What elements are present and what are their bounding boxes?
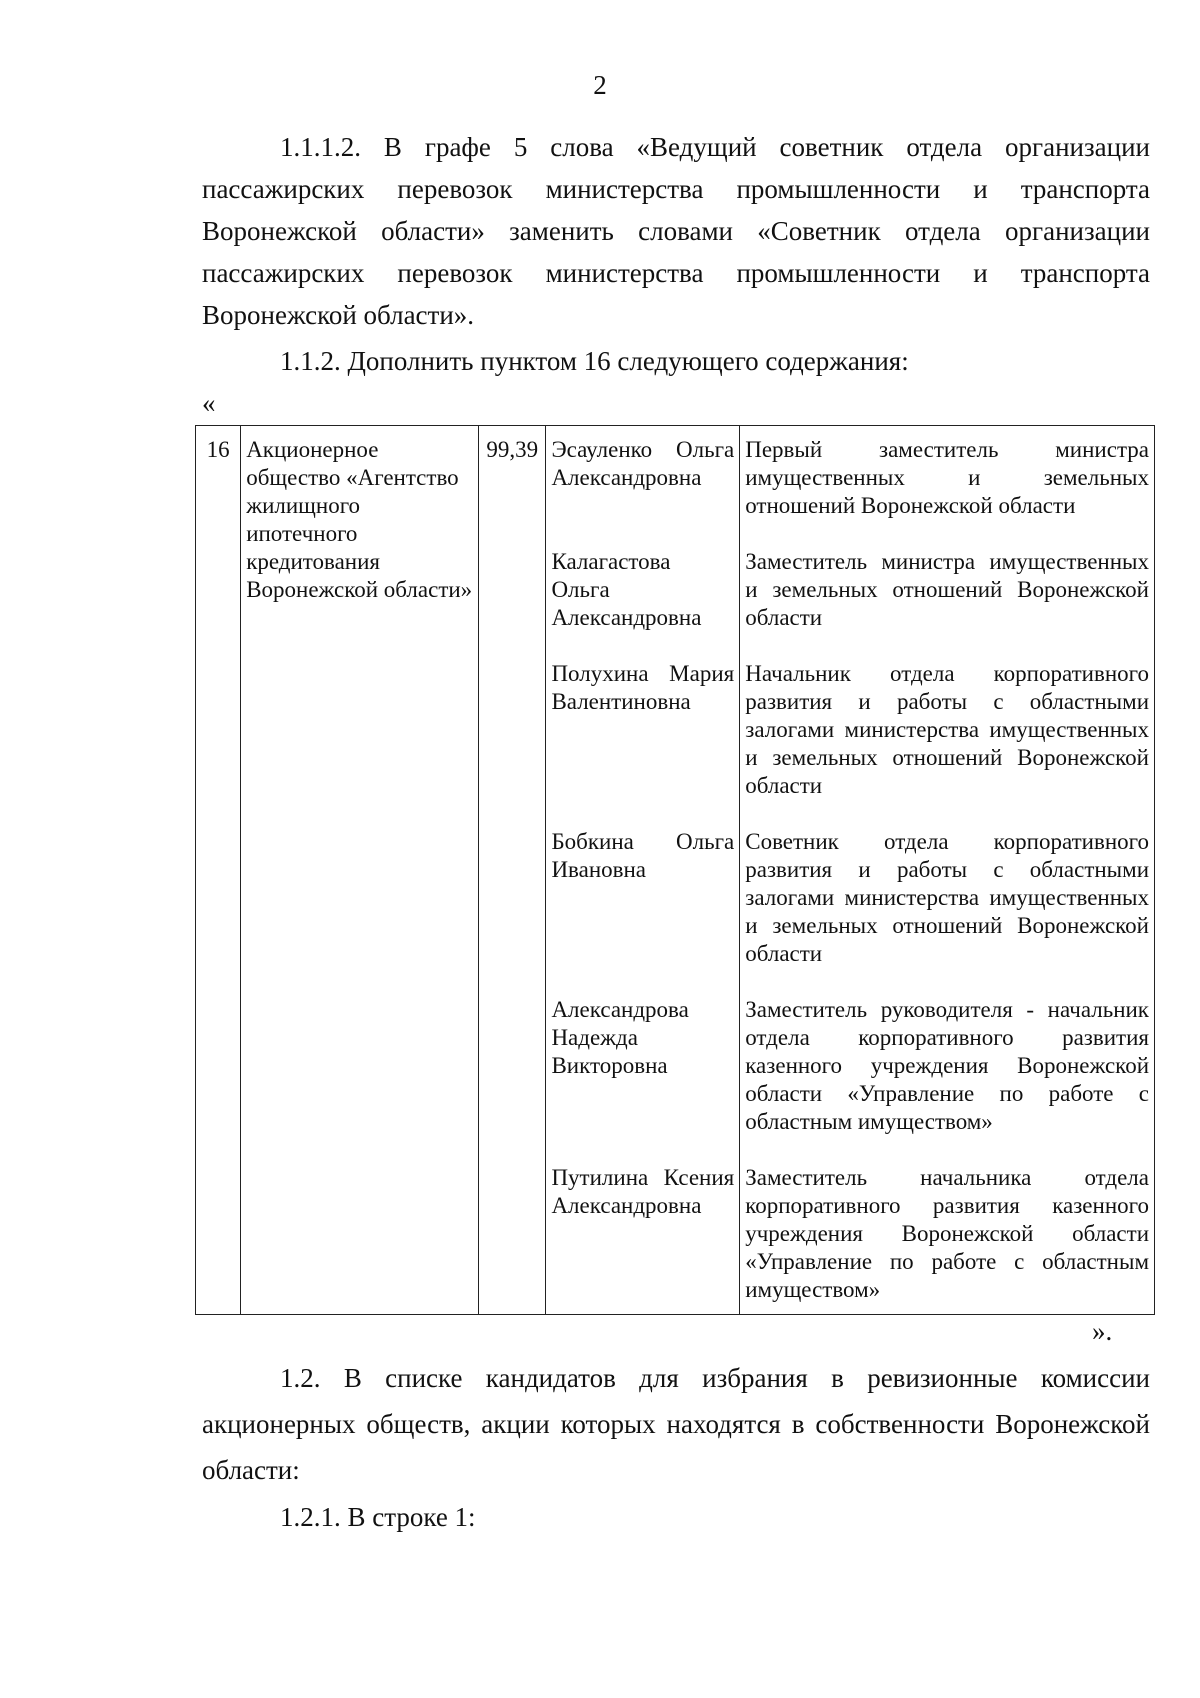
member-position: Заместитель начальника отдела корпоративного развития казенного учреждения Воронежской области «Управление по работе с областным имуществом» xyxy=(745,1165,1149,1302)
members-positions-cell xyxy=(740,426,1155,1315)
paragraph-1-1-1-2: 1.1.1.2. В графе 5 слова «Ведущий советник отдела организации пассажирских перевозок министерства промышленности и транспорта Воронежской области» заменить словами «Советник отдела организации пассажирских перевозок министерства промышленности и транспорта Воронежской области». xyxy=(202,132,1150,330)
paragraph-1-2: 1.2. В списке кандидатов для избрания в ревизионные комиссии акционерных обществ, акции которых находятся в собственности Воронежской области: xyxy=(202,1363,1150,1485)
share-percent: 99,39 xyxy=(479,426,546,1315)
member-name: Александрова Надежда Викторовна xyxy=(551,997,689,1078)
paragraph-1-1-2: 1.1.2. Дополнить пунктом 16 следующего содержания: xyxy=(280,346,909,376)
opening-quote: « xyxy=(202,388,216,418)
candidates-table xyxy=(195,425,1155,1315)
member-position: Заместитель министра имущественных и земельных отношений Воронежской области xyxy=(745,549,1149,630)
organization-name: Акционерное общество «Агентство жилищного ипотечного кредитования Воронежской области» xyxy=(241,426,479,1315)
member-position: Советник отдела корпоративного развития и работы с областными залогами министерства имущественных и земельных отношений Воронежской области xyxy=(745,829,1149,966)
member-name: Бобкина Ольга Ивановна xyxy=(551,829,735,882)
closing-quote: ». xyxy=(1092,1316,1113,1346)
row-number: 16 xyxy=(196,426,241,1315)
member-position: Заместитель руководителя - начальник отдела корпоративного развития казенного учреждения Воронежской области «Управление по работе с областным имуществом» xyxy=(745,997,1149,1134)
member-name: Полухина Мария Валентиновна xyxy=(551,661,735,714)
member-name: Путилина Ксения Александровна xyxy=(551,1165,735,1218)
page-number: 2 xyxy=(593,70,607,100)
members-names-cell xyxy=(546,426,740,1315)
member-name: Калагастова Ольга Александровна xyxy=(551,549,702,630)
table-row xyxy=(196,426,1155,1315)
paragraph-1-2-1: 1.2.1. В строке 1: xyxy=(280,1502,476,1532)
member-position: Начальник отдела корпоративного развития и работы с областными залогами министерства имущественных и земельных отношений Воронежской области xyxy=(745,661,1149,798)
member-position: Первый заместитель министра имущественных и земельных отношений Воронежской области xyxy=(745,437,1149,518)
member-name: Эсауленко Ольга Александровна xyxy=(551,437,735,490)
